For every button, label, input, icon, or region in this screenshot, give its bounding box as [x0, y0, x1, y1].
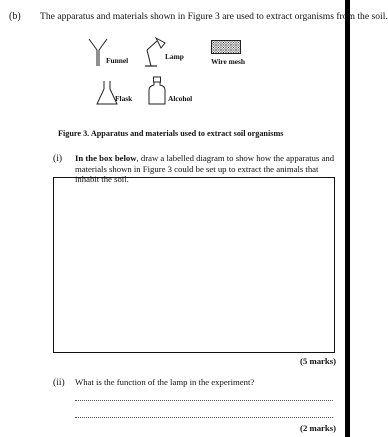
sub-question-ii-marks: (2 marks): [300, 423, 336, 433]
figure-3: [0, 0, 350, 130]
question-part-label: (b): [9, 11, 21, 22]
sub-question-ii-text: What is the function of the lamp in the experiment?: [75, 377, 255, 387]
alcohol-label: Alcohol: [168, 94, 193, 103]
flask-label: Flask: [115, 94, 133, 103]
instruction-emphasis: In the box below: [75, 153, 137, 163]
figure-caption: Figure 3. Apparatus and materials used to extract soil organisms: [58, 129, 284, 138]
instruction-text: , draw a labelled diagram to show how the apparatus and materials shown in Figure 3 could be set up to extract the animals that inhabit the soil.: [75, 153, 335, 185]
answer-line-2[interactable]: [75, 417, 333, 418]
sub-question-i-marks: (5 marks): [300, 356, 336, 366]
alcohol-bottle-drawing: [148, 76, 166, 106]
wire-mesh-drawing: [211, 40, 241, 54]
question-intro: The apparatus and materials shown in Figure 3 are used to extract organisms from the soil.: [40, 11, 388, 22]
answer-line-1[interactable]: [75, 400, 333, 401]
sub-question-ii-number: (ii): [53, 377, 65, 388]
wire-mesh-label: Wire mesh: [211, 57, 246, 66]
funnel-drawing: [88, 38, 108, 68]
sub-question-i-number: (i): [53, 153, 63, 164]
lamp-label: Lamp: [165, 52, 184, 61]
funnel-label: Funnel: [106, 56, 129, 65]
drawing-answer-box[interactable]: [53, 177, 335, 353]
